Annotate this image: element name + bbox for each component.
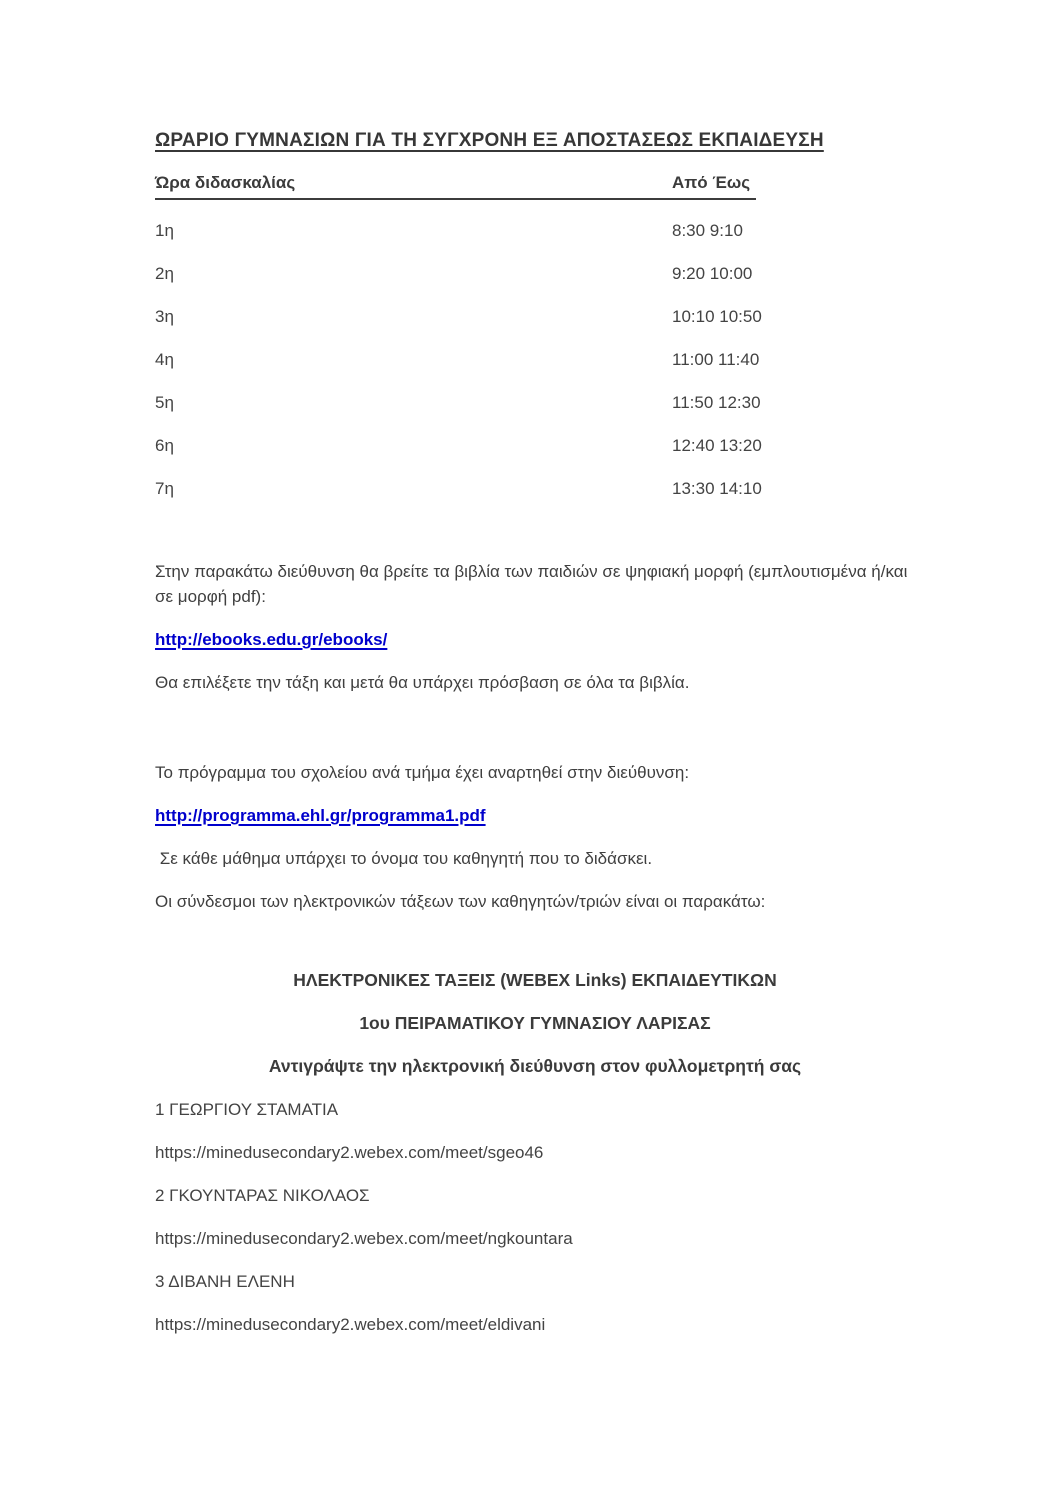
page-title: ΩΡΑΡΙΟ ΓΥΜΝΑΣΙΩΝ ΓΙΑ ΤΗ ΣΥΓΧΡΟΝΗ ΕΞ ΑΠΟΣΤΑΣΕΩΣ ΕΚΠΑΙΔΕΥΣΗ xyxy=(155,130,824,151)
blank-space xyxy=(155,932,915,968)
teacher-url-1: https://minedusecondary2.webex.com/meet/sgeo46 xyxy=(155,1143,544,1162)
schedule-col-hour: Ώρα διδασκαλίας xyxy=(155,173,296,192)
schedule-hour: 1η xyxy=(155,221,174,240)
schedule-hour: 7η xyxy=(155,479,174,498)
links-intro-paragraph: Οι σύνδεσμοι των ηλεκτρονικών τάξεων των καθηγητών/τριών είναι οι παρακάτω: xyxy=(155,892,766,911)
schedule-hour: 4η xyxy=(155,350,174,369)
teacher-name-3: 3 ΔΙΒΑΝΗ ΕΛΕΝΗ xyxy=(155,1272,295,1291)
program-intro-paragraph: Το πρόγραμμα του σχολείου ανά τμήμα έχει αναρτηθεί στην διεύθυνση: xyxy=(155,763,690,782)
schedule-hour: 6η xyxy=(155,436,174,455)
schedule-hour: 5η xyxy=(155,393,174,412)
programma-link[interactable]: http://programma.ehl.gr/programma1.pdf xyxy=(155,806,486,825)
schedule-row-7 xyxy=(155,476,915,501)
schedule-time: 8:30 9:10 xyxy=(672,221,743,240)
books-note-paragraph: Θα επιλέξετε την τάξη και μετά θα υπάρχει πρόσβαση σε όλα τα βιβλία. xyxy=(155,673,690,692)
books-intro-paragraph: Στην παρακάτω διεύθυνση θα βρείτε τα βιβλία των παιδιών σε ψηφιακή μορφή (εμπλουτισμένα ή/και σε μορφή pdf): xyxy=(155,562,913,606)
schedule-time: 11:50 12:30 xyxy=(672,393,761,412)
program-note-paragraph: Σε κάθε μάθημα υπάρχει το όνομα του καθηγητή που το διδάσκει. xyxy=(155,849,653,868)
blank-space xyxy=(155,713,915,760)
blank-space xyxy=(155,519,915,559)
books-link-line xyxy=(155,627,915,652)
teacher-url-2: https://minedusecondary2.webex.com/meet/ngkountara xyxy=(155,1229,573,1248)
ebooks-link[interactable]: http://ebooks.edu.gr/ebooks/ xyxy=(155,630,388,649)
webex-heading-school: 1ου ΠΕΙΡΑΜΑΤΙΚΟΥ ΓΥΜΝΑΣΙΟΥ ΛΑΡΙΣΑΣ xyxy=(359,1013,711,1033)
schedule-row-2 xyxy=(155,261,915,286)
schedule-time: 11:00 11:40 xyxy=(672,350,760,369)
schedule-row-6 xyxy=(155,433,915,458)
schedule-row-3 xyxy=(155,304,915,329)
teacher-name-2: 2 ΓΚΟΥΝΤΑΡΑΣ ΝΙΚΟΛΑΟΣ xyxy=(155,1186,370,1205)
schedule-col-fromto: Από Έως xyxy=(672,173,751,192)
program-link-line xyxy=(155,803,915,828)
schedule-time: 9:20 10:00 xyxy=(672,264,753,283)
webex-heading-instruction: Αντιγράψτε την ηλεκτρονική διεύθυνση στον φυλλομετρητή σας xyxy=(268,1056,802,1076)
teacher-url-3: https://minedusecondary2.webex.com/meet/eldivani xyxy=(155,1315,546,1334)
schedule-time: 12:40 13:20 xyxy=(672,436,762,455)
webex-heading-main: ΗΛΕΚΤΡΟΝΙΚΕΣ ΤΑΞΕΙΣ (WEBEX Links) ΕΚΠΑΙΔΕΥΤΙΚΩΝ xyxy=(293,970,777,990)
schedule-row-1 xyxy=(155,218,915,243)
schedule-row-4 xyxy=(155,347,915,372)
schedule-header-underline xyxy=(155,170,756,200)
schedule-time: 13:30 14:10 xyxy=(672,479,762,498)
schedule-row-5 xyxy=(155,390,915,415)
schedule-hour: 2η xyxy=(155,264,174,283)
schedule-header xyxy=(155,170,915,200)
schedule-time: 10:10 10:50 xyxy=(672,307,762,326)
teacher-name-1: 1 ΓΕΩΡΓΙΟΥ ΣΤΑΜΑΤΙΑ xyxy=(155,1100,339,1119)
document-content xyxy=(155,128,915,1355)
schedule-hour: 3η xyxy=(155,307,174,326)
